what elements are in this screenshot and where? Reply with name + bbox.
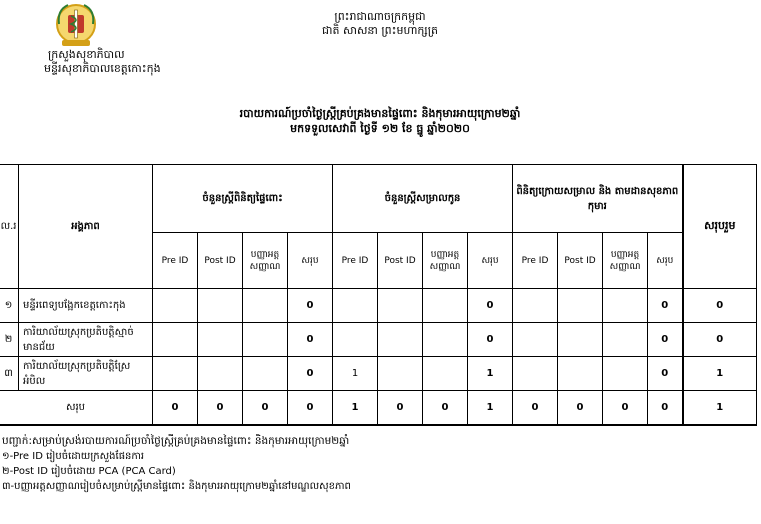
- sum-cell: 0: [378, 391, 423, 425]
- row-grand-total: 1: [683, 357, 757, 391]
- cell-total: 0: [288, 289, 333, 323]
- department-name: មន្ទីរសុខាភិបាលខេត្តកោះកុង: [44, 62, 161, 75]
- cell: [333, 323, 378, 357]
- cell: [333, 289, 378, 323]
- row-number: ១: [0, 289, 19, 323]
- cell: 1: [333, 357, 378, 391]
- cell: [558, 289, 603, 323]
- cell: [558, 357, 603, 391]
- subcol-total: សរុប: [288, 233, 333, 289]
- cell: [153, 323, 198, 357]
- unit-name: ការិយាល័យស្រុកប្រតិបត្តិស្មាច់មានជ័យ: [19, 323, 153, 357]
- row-grand-total: 0: [683, 323, 757, 357]
- ministry-of-health-logo-icon: [54, 2, 98, 48]
- cell: [198, 357, 243, 391]
- cell-total: 0: [288, 357, 333, 391]
- cell: [243, 357, 288, 391]
- subcol-post-id: Post ID: [378, 233, 423, 289]
- cell-total: 1: [468, 357, 513, 391]
- sum-row: [0, 391, 757, 425]
- sum-cell: 0: [198, 391, 243, 425]
- cell: [423, 323, 468, 357]
- sum-cell: 0: [603, 391, 648, 425]
- cell-total: 0: [288, 323, 333, 357]
- sum-cell: 0: [288, 391, 333, 425]
- cell-total: 0: [468, 289, 513, 323]
- cell: [378, 323, 423, 357]
- sum-cell: 0: [558, 391, 603, 425]
- cell: [513, 357, 558, 391]
- note-item: ១-Pre ID រៀបចំដោយក្រសួងផែនការ: [2, 451, 145, 462]
- table-row: [0, 323, 757, 357]
- sum-cell: 1: [468, 391, 513, 425]
- report-table: [0, 164, 757, 426]
- cell-total: 0: [468, 323, 513, 357]
- cell: [153, 357, 198, 391]
- unit-name: មន្ទីរពេទ្យបង្អែកខេត្តកោះកុង: [19, 289, 153, 323]
- cell-total: 0: [648, 357, 683, 391]
- cell: [243, 289, 288, 323]
- subcol-total: សរុប: [648, 233, 683, 289]
- cell: [423, 357, 468, 391]
- note-heading: បញ្ជាក់:សម្រាប់ស្រង់របាយការណ៍ប្រចាំថ្ងៃស្ត្រីគ្រប់គ្រងមានផ្ទៃពោះ និងកុមារអាយុក្រោម២ឆ្នាំ: [2, 435, 350, 447]
- subcol-pre-id: Pre ID: [333, 233, 378, 289]
- report-title-line1: របាយការណ៍ប្រចាំថ្ងៃស្ត្រីគ្រប់គ្រងមានផ្ទៃពោះ និងកុមារអាយុក្រោម២ឆ្នាំ: [239, 107, 521, 120]
- sum-grand-total: 1: [683, 391, 757, 425]
- sum-cell: 1: [333, 391, 378, 425]
- cell: [198, 289, 243, 323]
- subcol-pre-id: Pre ID: [513, 233, 558, 289]
- report-title: [150, 106, 610, 136]
- sum-cell: 0: [153, 391, 198, 425]
- notes-section: [2, 434, 351, 494]
- national-motto: ជាតិ សាសនា ព្រះមហាក្សត្រ: [322, 24, 438, 37]
- kingdom-name: ព្រះរាជាណាចក្រកម្ពុជា: [334, 10, 426, 23]
- kingdom-motto: [290, 10, 470, 38]
- cell: [603, 323, 648, 357]
- row-number: ៣: [0, 357, 19, 391]
- col-header-no: ល.រ: [0, 165, 19, 289]
- group-header-pnc: ពិនិត្យក្រោយសម្រាល និង តាមដានសុខភាពកុមារ: [513, 165, 683, 233]
- table-row: [0, 289, 757, 323]
- group-header-anc: ចំនួនស្ត្រីពិនិត្យផ្ទៃពោះ: [153, 165, 333, 233]
- cell: [513, 323, 558, 357]
- subcol-id-card: បញ្ញាអត្តសញ្ញាណ: [603, 233, 648, 289]
- cell: [378, 289, 423, 323]
- cell-total: 0: [648, 323, 683, 357]
- subcol-pre-id: Pre ID: [153, 233, 198, 289]
- ministry-header: [44, 48, 161, 76]
- sum-cell: 0: [243, 391, 288, 425]
- subcol-id-card: បញ្ញាអត្តសញ្ញាណ: [423, 233, 468, 289]
- cell: [378, 357, 423, 391]
- cell: [243, 323, 288, 357]
- cell-total: 0: [648, 289, 683, 323]
- cell: [198, 323, 243, 357]
- subcol-total: សរុប: [468, 233, 513, 289]
- sum-cell: 0: [423, 391, 468, 425]
- row-number: ២: [0, 323, 19, 357]
- cell: [603, 289, 648, 323]
- cell: [153, 289, 198, 323]
- unit-name: ការិយាល័យស្រុកប្រតិបត្តិស្រែអំបិល: [19, 357, 153, 391]
- ministry-name: ក្រសួងសុខាភិបាល: [48, 48, 125, 61]
- report-date: មកទទួលសេវាពី ថ្ងៃទី ១២ ខែ ធ្នូ ឆ្នាំ២០២០: [290, 122, 470, 135]
- subcol-post-id: Post ID: [198, 233, 243, 289]
- cell: [603, 357, 648, 391]
- col-header-grand-total: សរុបរួម: [683, 165, 757, 289]
- note-item: ៣-បញ្ញាអត្តសញ្ញាណរៀបចំសម្រាប់ស្ត្រីមានផ្ទៃពោះ និងកុមារអាយុក្រោម២ឆ្នាំនៅមណ្ឌលសុខភាព: [2, 481, 351, 492]
- row-grand-total: 0: [683, 289, 757, 323]
- sum-cell: 0: [648, 391, 683, 425]
- sum-cell: 0: [513, 391, 558, 425]
- note-item: ២-Post ID រៀបចំដោយ PCA (PCA Card): [2, 466, 176, 477]
- subcol-id-card: បញ្ញាអត្តសញ្ញាណ: [243, 233, 288, 289]
- sum-label: សរុប: [0, 391, 153, 425]
- table-row: [0, 357, 757, 391]
- cell: [558, 323, 603, 357]
- group-header-delivery: ចំនួនស្ត្រីសម្រាលកូន: [333, 165, 513, 233]
- subcol-post-id: Post ID: [558, 233, 603, 289]
- cell: [513, 289, 558, 323]
- cell: [423, 289, 468, 323]
- col-header-unit: អង្គភាព: [19, 165, 153, 289]
